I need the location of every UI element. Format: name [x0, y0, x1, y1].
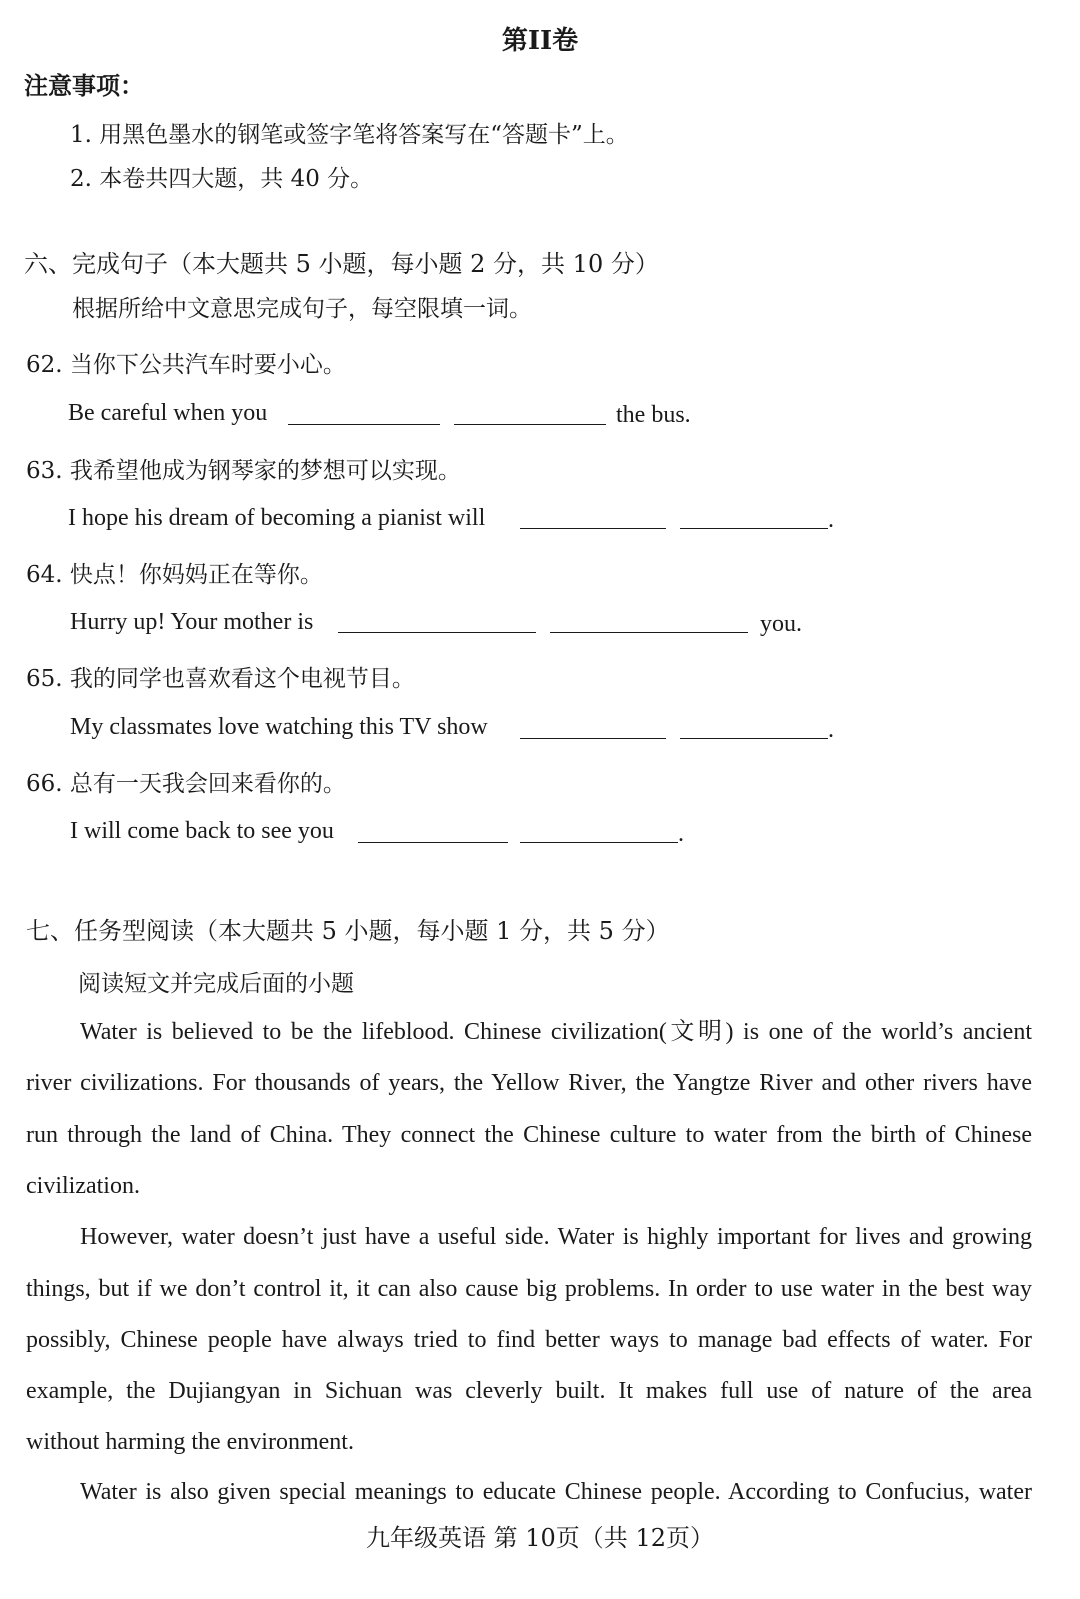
question-63-blank-1[interactable]: [520, 528, 666, 529]
section-7-heading: 七、任务型阅读（本大题共 5 小题，每小题 1 分，共 5 分）: [26, 917, 670, 945]
question-63-chinese: 63. 我希望他成为钢琴家的梦想可以实现。: [26, 458, 461, 484]
question-66-blank-2[interactable]: [520, 842, 678, 843]
section-7-instruction: 阅读短文并完成后面的小题: [78, 971, 354, 997]
question-64-english-end: you.: [760, 611, 802, 637]
passage-line: run through the land of China. They connect the Chinese culture to water from the birth of Chinese: [26, 1122, 1032, 1148]
note-item-1: 1. 用黑色墨水的钢笔或签字笔将答案写在“答题卡”上。: [70, 122, 629, 148]
question-65-english-end: .: [828, 717, 834, 743]
question-65-blank-1[interactable]: [520, 738, 666, 739]
question-65-chinese: 65. 我的同学也喜欢看这个电视节目。: [26, 666, 415, 692]
passage-line: things, but if we don’t control it, it can also cause big problems. In order to use water in the best way: [26, 1276, 1032, 1302]
paper-title: 第II卷: [501, 26, 579, 56]
question-64-chinese: 64. 快点！你妈妈正在等你。: [26, 562, 323, 588]
question-65-blank-2[interactable]: [680, 738, 828, 739]
question-66-english-end: .: [678, 821, 684, 847]
question-66-chinese: 66. 总有一天我会回来看你的。: [26, 771, 346, 797]
question-62-blank-1[interactable]: [288, 424, 440, 425]
section-6-instruction: 根据所给中文意思完成句子，每空限填一词。: [72, 296, 532, 322]
question-62-blank-2[interactable]: [454, 424, 606, 425]
passage-line: river civilizations. For thousands of years, the Yellow River, the Yangtze River and other rivers have: [26, 1070, 1032, 1096]
question-63-blank-2[interactable]: [680, 528, 828, 529]
question-63-english-end: .: [828, 507, 834, 533]
passage-line: example, the Dujiangyan in Sichuan was cleverly built. It makes full use of nature of the area: [26, 1378, 1032, 1404]
question-66-english-start: I will come back to see you: [70, 818, 334, 844]
passage-line: Water is believed to be the lifeblood. Chinese civilization(文明) is one of the world’s ancient: [80, 1019, 1032, 1045]
question-64-english-start: Hurry up! Your mother is: [70, 609, 314, 635]
passage-line: without harming the environment.: [26, 1429, 354, 1455]
question-64-blank-1[interactable]: [338, 632, 536, 633]
passage-line: possibly, Chinese people have always tried to find better ways to manage bad effects of water. For: [26, 1327, 1032, 1353]
question-66-blank-1[interactable]: [358, 842, 508, 843]
notes-heading: 注意事项：: [24, 71, 144, 100]
question-64-blank-2[interactable]: [550, 632, 748, 633]
question-62-chinese: 62. 当你下公共汽车时要小心。: [26, 352, 346, 378]
section-6-heading: 六、完成句子（本大题共 5 小题，每小题 2 分，共 10 分）: [24, 250, 659, 278]
question-63-english-start: I hope his dream of becoming a pianist will: [68, 505, 486, 531]
question-62-english-start: Be careful when you: [68, 400, 268, 426]
page-footer: 九年级英语 第 10页（共 12页）: [366, 1524, 714, 1552]
passage-line: civilization.: [26, 1173, 140, 1199]
passage-line: However, water doesn’t just have a useful side. Water is highly important for lives and growing: [80, 1224, 1032, 1250]
question-62-english-end: the bus.: [616, 402, 691, 428]
question-65-english-start: My classmates love watching this TV show: [70, 714, 488, 740]
note-item-2: 2. 本卷共四大题，共 40 分。: [70, 166, 374, 192]
passage-line: Water is also given special meanings to educate Chinese people. According to Confucius, water: [80, 1479, 1032, 1505]
